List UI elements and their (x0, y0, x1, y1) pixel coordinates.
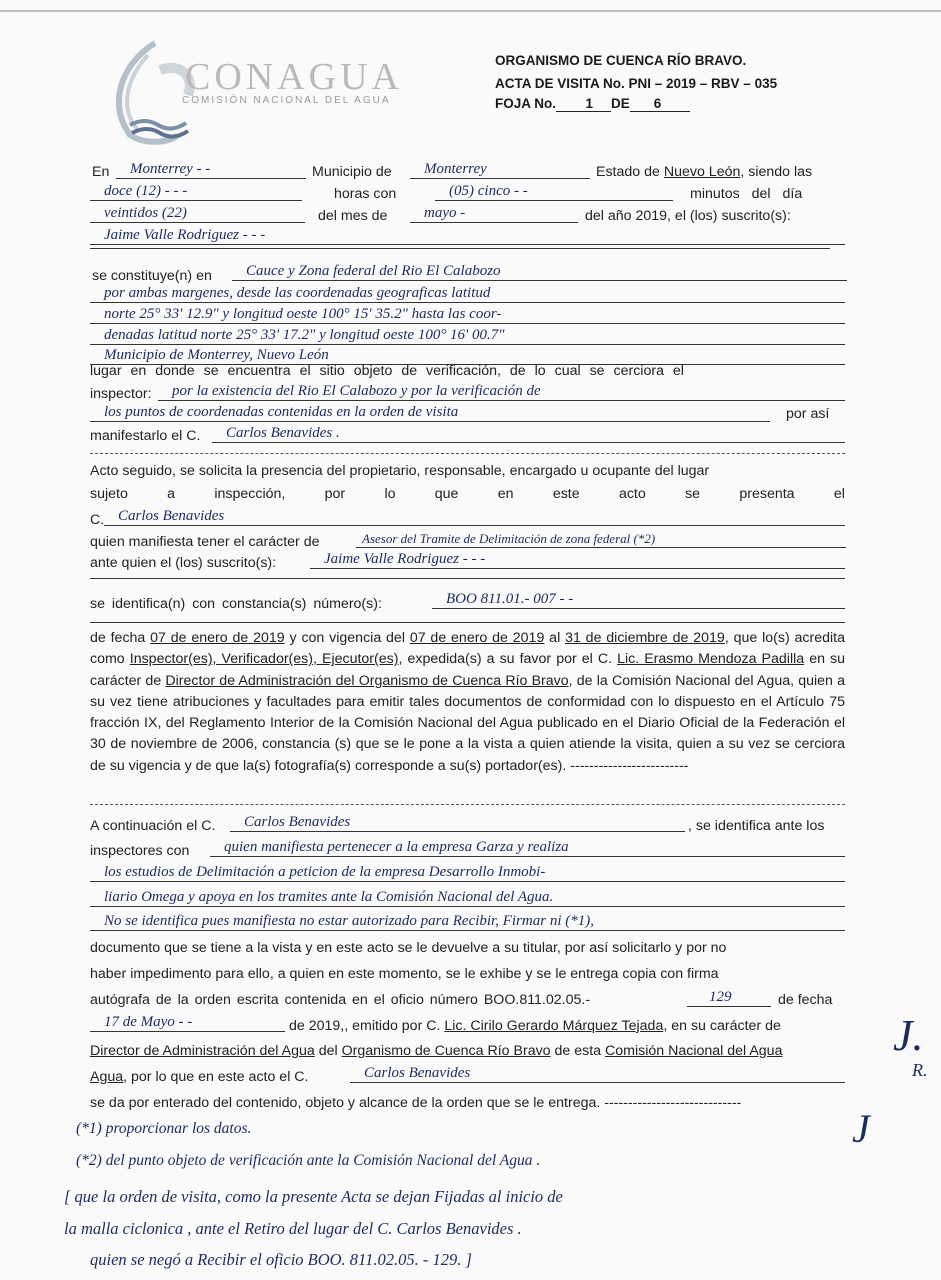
signature-initial-2: R. (912, 1060, 928, 1080)
foja-number: 1 (556, 96, 611, 112)
continuacion-name-field[interactable]: Carlos Benavides (230, 813, 685, 832)
acto-text: Acto seguido, se solicita la presencia del propietario, responsable, encargado u ocupante del lugar (90, 463, 710, 479)
constituye-field-3[interactable]: norte 25° 33' 12.9" y longitud oeste 100° 15' 35.2" hasta las coor- (90, 305, 845, 324)
anio-text: del año 2019, el (los) suscrito(s): (585, 208, 791, 224)
presenta-field[interactable]: Carlos Benavides (104, 507, 845, 526)
note-2: (*2) del punto objeto de verificación ante la Comisión Nacional del Agua . (76, 1152, 541, 1169)
constituye-field-4[interactable]: denadas latitud norte 25° 33' 17.2" y longitud oeste 100° 16' 00.7" (90, 326, 845, 345)
signature-initial-1: J. (893, 1011, 924, 1060)
horas-label: horas con (334, 186, 397, 202)
inspectores-field-3[interactable]: liario Omega y apoya en los tramites ante la Comisión Nacional del Agua. (90, 888, 845, 907)
constituye-label: se constituye(n) en (92, 268, 212, 284)
enterado-line: se da por enterado del contenido, objeto y alcance de la orden que se le entrega. ----------------------------- (90, 1095, 742, 1111)
lugar-text: lugar en donde se encuentra el sitio objeto de verificación, de lo cual se cerciora el (90, 363, 684, 379)
documento-line-3: autógrafa de la orden escrita contenida en el oficio número BOO.811.02.05.- (90, 992, 591, 1008)
blank-line (90, 622, 845, 623)
logo-subtitle: COMISIÓN NACIONAL DEL AGUA (182, 95, 391, 106)
municipio-field[interactable]: Monterrey (410, 160, 590, 179)
caracter-field[interactable]: Asesor del Tramite de Delimitación de zona federal (*2) (356, 529, 846, 548)
documento-line-2: haber impedimento para ello, a quien en este momento, se le exhibe y se le entrega copia con firma (90, 966, 719, 982)
organism-title: ORGANISMO DE CUENCA RÍO BRAVO. (495, 53, 747, 68)
inspectores-field-2[interactable]: los estudios de Delimitación a peticion de la empresa Desarrollo Inmobi- (90, 863, 845, 882)
inspectores-field-1[interactable]: quien manifiesta pertenecer a la empresa Garza y realiza (210, 838, 845, 857)
credencial-paragraph: de fecha 07 de enero de 2019 y con vigencia del 07 de enero de 2019 al 31 de diciembre de 2019, que lo(s) acredita como Inspector(es), Verificador(es), Ejecutor(es), expedida(s) a su favor por el C. Lic. Erasmo Mendoza Padilla en su carácter de Director de Administración del Organismo de Cuenca Río Bravo, de la Comisión Nacional del Agua, quien a su vez tiene atribuciones y facultades para emitir tales documentos de conformidad con lo dispuesto en el Artículo 75 fracción IX, del Reglamento Interior de la Comisión Nacional del Agua publicado en el Diario Oficial de la Federación el 30 de noviembre de 2006, constancia (s) que se le pone a la vista a quien atiende la visita, quien a su vez se cerciora de su vigencia y de que la(s) fotografía(s) corresponde a su(s) portador(es). ------------------------- (90, 630, 846, 774)
constituye-field-5[interactable]: Municipio de Monterrey, Nuevo León (90, 346, 845, 365)
manifestarlo-label: manifestarlo el C. (90, 428, 201, 444)
scan-edge-line (0, 10, 941, 12)
oficio-date-field[interactable]: 17 de Mayo - - (90, 1013, 285, 1032)
constancia-number-field[interactable]: BOO 811.01.- 007 - - (432, 590, 845, 609)
ante-label: ante quien el (los) suscrito(s): (90, 555, 277, 571)
oficio-number-field[interactable]: 129 (687, 988, 771, 1007)
suscrito-field[interactable]: Jaime Valle Rodriguez - - - (90, 226, 845, 245)
inspectores-field-4[interactable]: No se identifica pues manifiesta no estar autorizado para Recibir, Firmar ni (*1), (90, 912, 845, 931)
dashed-separator (90, 452, 845, 454)
agua-line: Agua, por lo que en este acto el C. (90, 1069, 309, 1085)
documento-line-1: documento que se tiene a la vista y en este acto se le devuelve a su titular, por así solicitarlo y por no (90, 940, 727, 956)
blank-line (90, 248, 830, 249)
inspector-field-1[interactable]: por la existencia del Rio El Calabozo y por la verificación de (158, 382, 845, 401)
acta-number: ACTA DE VISITA No. PNI – 2019 – RBV – 035 (495, 76, 778, 91)
ante-field[interactable]: Jaime Valle Rodriguez - - - (310, 550, 845, 569)
inspectores-label: inspectores con (90, 843, 190, 859)
enterado-name-field[interactable]: Carlos Benavides (350, 1064, 845, 1083)
municipio-label: Municipio de (312, 164, 392, 180)
constituye-field-1[interactable]: Cauce y Zona federal del Rio El Calabozo (232, 262, 847, 281)
municipio-city-field[interactable]: Monterrey - - (116, 160, 306, 179)
note-1: (*1) proporcionar los datos. (76, 1120, 252, 1137)
constituye-field-2[interactable]: por ambas margenes, desde las coordenadas geograficas latitud (90, 284, 845, 303)
de-fecha-label: de fecha (778, 992, 833, 1008)
inspector-field-2[interactable]: los puntos de coordenadas contenidas en la orden de visita (90, 403, 770, 422)
foja-total: 6 (630, 96, 690, 112)
minutos-field[interactable]: (05) cinco - - (435, 182, 673, 201)
inspector-label: inspector: (90, 386, 152, 402)
sujeto-text: sujeto a inspección, por lo que en este acto se presenta el (90, 486, 845, 502)
emitido-line: de 2019,, emitido por C. Lic. Cirilo Gerardo Márquez Tejada, en su carácter de (289, 1018, 781, 1034)
note-3: [ que la orden de visita, como la presente Acta se dejan Fijadas al inicio de (64, 1187, 563, 1206)
foja-label: FOJA No. (495, 96, 557, 111)
signature-initial-3: J (852, 1106, 870, 1151)
mes-field[interactable]: mayo - (410, 204, 578, 223)
c-label: C. (90, 512, 105, 528)
cargo-emisor-line: Director de Administración del Agua del Organismo de Cuenca Río Bravo de esta Comisión Nacional del Agua (90, 1043, 783, 1059)
estado-text: Estado de Nuevo León, siendo las (596, 164, 813, 180)
manifestarlo-field[interactable]: Carlos Benavides . (212, 424, 845, 443)
caracter-label: quien manifiesta tener el carácter de (90, 534, 320, 550)
en-label: En (92, 164, 110, 180)
blank-line (90, 578, 845, 579)
foja-line (495, 96, 690, 112)
horas-field[interactable]: doce (12) - - - (90, 182, 302, 201)
foja-de: DE (611, 96, 630, 111)
minutos-label: minutos del día (690, 186, 803, 202)
dashed-separator (90, 803, 845, 805)
continuacion-suffix: , se identifica ante los (688, 818, 825, 834)
logo-wordmark: CONAGUA (185, 56, 403, 98)
identifica-label: se identifica(n) con constancia(s) número(s): (90, 596, 382, 612)
note-4: la malla ciclonica , ante el Retiro del lugar del C. Carlos Benavides . (64, 1219, 522, 1238)
note-5: quien se negó a Recibir el oficio BOO. 811.02.05. - 129. ] (90, 1250, 472, 1269)
por-asi-text: por así (786, 406, 830, 422)
dia-field[interactable]: veintidos (22) (90, 204, 305, 223)
mes-label: del mes de (318, 208, 388, 224)
continuacion-label: A continuación el C. (90, 818, 216, 834)
